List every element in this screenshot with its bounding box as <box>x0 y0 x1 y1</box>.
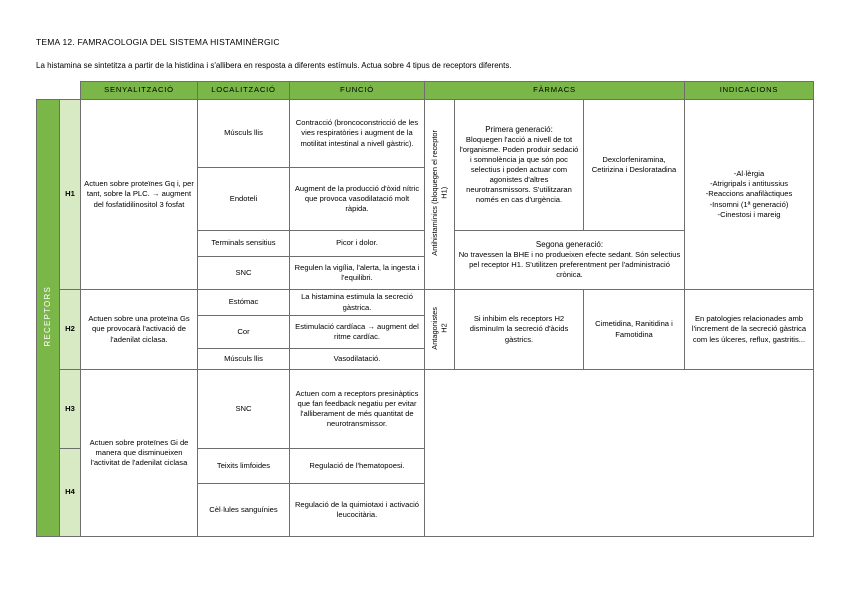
h1-loc-1: Músculs llis <box>198 100 290 168</box>
h34-senyalitzacio: Actuen sobre proteïnes Gi de manera que disminueixen l'activitat de l'adenilat ciclasa <box>81 370 198 537</box>
h1-senyalitzacio: Actuen sobre proteïnes Gq i, per tant, sobre la PLC. → augment del fosfatidilinositol 3 fosfat <box>81 100 198 290</box>
h1-segona-generacio <box>455 231 685 290</box>
h4-label: H4 <box>60 449 81 537</box>
h3-func-1: Actuen com a receptors presinàptics que fan feedback negatiu per evitar l'alliberament de més quantitat de neurotransmissor. <box>290 370 425 449</box>
header-indicacions: INDICACIONS <box>685 82 814 100</box>
header-senyalitzacio: SENYALITZACIÓ <box>81 82 198 100</box>
receptors-label-cell <box>37 100 60 537</box>
h4-loc-1: Teixits limfoides <box>198 449 290 484</box>
h1-farmac-class-cell <box>425 100 455 290</box>
primera-generacio-title: Primera generació: <box>485 124 553 134</box>
h3-loc-1: SNC <box>198 370 290 449</box>
intro-text: La histamina se sintetitza a partir de la histidina i s'allibera en resposta a diferents estímuls. Actua sobre 4 tipus de receptors diferents. <box>36 61 512 70</box>
h1-indicacions <box>685 100 814 290</box>
h1-loc-2: Endoteli <box>198 168 290 231</box>
header-localitzacio: LOCALITZACIÓ <box>198 82 290 100</box>
h1-loc-3: Terminals sensitius <box>198 231 290 257</box>
h34-empty-area <box>425 370 814 537</box>
h1-primera-generacio <box>455 100 584 231</box>
h2-func-2: Estimulació cardíaca → augment del ritme cardíac. <box>290 316 425 349</box>
h1-func-2: Augment de la producció d'òxid nítric que provoca vasodilatació molt ràpida. <box>290 168 425 231</box>
h3-label: H3 <box>60 370 81 449</box>
segona-generacio-text: No travessen la BHE i no produeixen efecte sedant. Són selectius pel receptor H1. S'utilitzen preferentment per l'administració crònica. <box>458 250 681 280</box>
h1-drugs: Dexclorfeniramina, Cetirizina i Desloratadina <box>584 100 685 231</box>
h2-func-3: Vasodilatació. <box>290 349 425 370</box>
h4-func-2: Regulació de la quimiotaxi i activació leucocitària. <box>290 484 425 537</box>
h2-farmac-desc: Si inhibim els receptors H2 disminuïm la secreció d'àcids gàstrics. <box>455 290 584 370</box>
h1-indicacio-4: -Insomni (1ª generació) <box>709 199 789 209</box>
h2-indicacions: En patologies relacionades amb l'increment de la secreció gàstrica com les úlceres, reflux, gastritis... <box>685 290 814 370</box>
histamine-receptor-table <box>36 81 814 537</box>
h2-drugs: Cimetidina, Ranitidina i Famotidina <box>584 290 685 370</box>
segona-generacio-title: Segona generació: <box>535 239 604 249</box>
h2-func-1: La histamina estimula la secreció gàstrica. <box>290 290 425 316</box>
h2-loc-1: Estómac <box>198 290 290 316</box>
header-funcio: FUNCIÓ <box>290 82 425 100</box>
h1-func-3: Picor i dolor. <box>290 231 425 257</box>
h1-indicacio-1: -Al·lèrgia <box>733 169 765 179</box>
h2-farmac-class-cell <box>425 290 455 370</box>
h1-indicacio-3: -Reaccions anafilàctiques <box>705 189 793 199</box>
h4-loc-2: Cèl·lules sanguínies <box>198 484 290 537</box>
h2-farmac-class: Antagonistes H2 <box>430 306 449 350</box>
corner-blank-2 <box>60 82 81 100</box>
h1-indicacio-5: -Cinestosi i mareig <box>717 209 781 219</box>
h2-loc-3: Músculs llis <box>198 349 290 370</box>
corner-blank <box>37 82 60 100</box>
h4-func-1: Regulació de l'hematopoesi. <box>290 449 425 484</box>
h1-func-1: Contracció (broncoconstricció de les vies respiratòries i augment de la motilitat intestinal a nivell gàstric). <box>290 100 425 168</box>
h1-func-4: Regulen la vigília, l'alerta, la ingesta i l'equilibri. <box>290 257 425 290</box>
h1-loc-4: SNC <box>198 257 290 290</box>
header-farmacs: FÀRMACS <box>425 82 685 100</box>
primera-generacio-text: Bloquegen l'acció a nivell de tot l'organisme. Poden produir sedació i somnolència ja que són poc selectius i poden actuar com agonistes d'altres neurotransmissors. S'utilitzaran només en cas d'urgència. <box>459 135 579 205</box>
h1-label: H1 <box>60 100 81 290</box>
page-title: TEMA 12. FAMRACOLOGIA DEL SISTEMA HISTAMINÈRGIC <box>36 37 280 47</box>
receptors-label: RECEPTORS <box>42 286 52 347</box>
h1-farmac-class: Antihistamínics (bloquegen el receptor H1) <box>430 130 449 256</box>
h2-label: H2 <box>60 290 81 370</box>
h1-indicacio-2: -Atrigripals i antitussius <box>709 179 789 189</box>
h2-senyalitzacio: Actuen sobre una proteïna Gs que provocarà l'activació de l'adenilat ciclasa. <box>81 290 198 370</box>
h2-loc-2: Cor <box>198 316 290 349</box>
